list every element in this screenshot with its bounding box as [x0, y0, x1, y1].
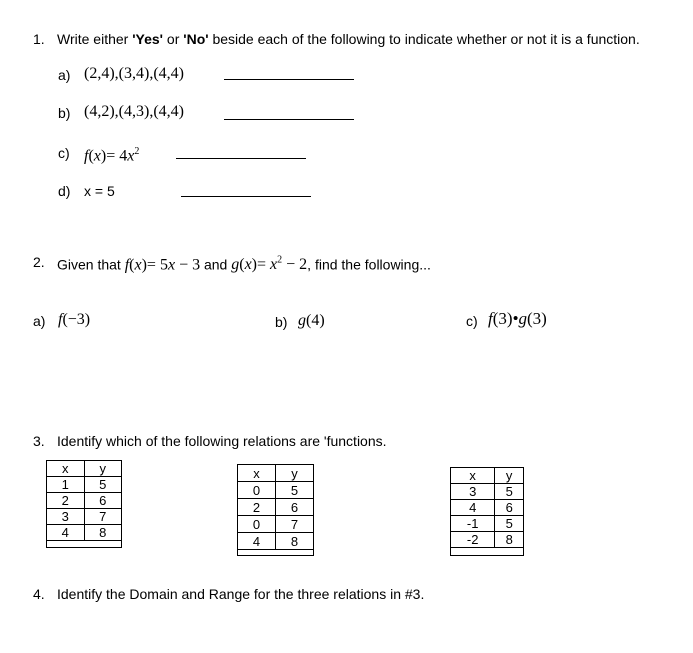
q2b-fn: g [298, 312, 306, 329]
q1c-eq: = 4 [106, 147, 128, 165]
table-cell: 5 [276, 482, 314, 499]
table-cell: 3 [47, 509, 84, 525]
table-cell: 2 [47, 493, 84, 509]
table-cell: 6 [495, 500, 523, 516]
q2-given: Given that [57, 256, 125, 273]
table-cell: 5 [495, 516, 523, 532]
q2-number: 2. [33, 254, 45, 270]
q1c-label: c) [58, 145, 70, 161]
q2c-fn1: f [488, 309, 493, 328]
table-cell: 0 [238, 516, 276, 533]
table-cell: 7 [84, 509, 121, 525]
q1-yes: 'Yes' [132, 31, 164, 47]
q2c-fn2: g [518, 309, 528, 328]
q1c-x: x [93, 147, 101, 165]
table-row [451, 500, 523, 516]
q4-number: 4. [33, 586, 45, 602]
q1c-f: f [84, 147, 89, 165]
table-row [47, 493, 121, 509]
q1-mid: or [163, 31, 184, 47]
table-row [238, 499, 313, 516]
q2c-expression [488, 311, 547, 327]
q1d-expression: x = 5 [84, 183, 115, 199]
q3-prompt: Identify which of the following relations are 'functions. [57, 433, 387, 449]
table-2-header-y: y [276, 465, 314, 482]
table-cell: 4 [238, 533, 276, 550]
q1c-answer-line[interactable] [176, 158, 306, 159]
q2c-arg1: (3) [492, 309, 513, 328]
q2-ftail: − 3 [175, 256, 201, 274]
q1-pre: Write either [57, 31, 133, 47]
q2-prompt: Given that f(x)= 5x − 3 and $g(x)= x^2 - 2$, find the following... [57, 255, 431, 274]
q2-g: g [231, 256, 240, 274]
q2b-arg: (4) [306, 312, 325, 329]
table-cell: 6 [84, 493, 121, 509]
q1b-answer-line[interactable] [224, 119, 354, 120]
q2-gx2: x [270, 256, 278, 274]
q2b-label: b) [275, 314, 288, 330]
table-row [451, 532, 523, 548]
table-cell: 5 [84, 477, 121, 493]
table-row [47, 509, 121, 525]
q2b-expression [298, 313, 325, 329]
table-cell: 5 [495, 484, 523, 500]
table-cell: 6 [276, 499, 314, 516]
table-cell: 8 [84, 525, 121, 541]
table-row [47, 477, 121, 493]
table-cell: 0 [238, 482, 276, 499]
q1a-label: a) [58, 67, 71, 83]
q1c-x2: x [127, 147, 135, 165]
q2c-arg2: (3) [527, 309, 547, 328]
table-cell: 3 [451, 484, 495, 500]
relation-table-3 [451, 468, 523, 548]
q1-post: beside each of the following to indicate whether or not it is a function. [208, 31, 640, 47]
table-cell: 1 [47, 477, 84, 493]
q2-feq: = 5 [146, 256, 168, 274]
table-3-header-y: y [495, 468, 523, 484]
q1d-label: d) [58, 183, 71, 199]
q2-find: , find the following... [307, 256, 431, 273]
table-cell: 2 [238, 499, 276, 516]
q2a-fn: f [58, 311, 63, 328]
table-row [451, 516, 523, 532]
table-3-header-x: x [451, 468, 495, 484]
q1a-answer-line[interactable] [224, 79, 354, 80]
table-row [47, 525, 121, 541]
q1a-expression: (2,4),(3,4),(4,4) [84, 65, 184, 82]
q3-number: 3. [33, 433, 45, 449]
q2-geq: = [257, 256, 271, 274]
relation-table-2 [238, 465, 313, 550]
q2-and: and [200, 256, 232, 273]
q2-gexp: 2 [277, 255, 283, 266]
q1b-expression: (4,2),(4,3),(4,4) [84, 103, 184, 120]
table-row [238, 533, 313, 550]
q1d-answer-line[interactable] [181, 196, 311, 197]
table-cell: -2 [451, 532, 495, 548]
table-row [238, 482, 313, 499]
table-cell: 4 [47, 525, 84, 541]
q1-prompt [57, 31, 640, 47]
table-row [238, 516, 313, 533]
q2a-expression [58, 312, 90, 328]
q2-gtail: − 2 [282, 256, 308, 274]
table-cell: 8 [495, 532, 523, 548]
table-cell: 7 [276, 516, 314, 533]
q1-no: 'No' [183, 31, 209, 47]
table-row [451, 484, 523, 500]
table-1-header-y: y [84, 461, 121, 477]
q2c-dot: • [512, 309, 519, 328]
q1-number: 1. [33, 31, 45, 47]
q1c-exp: 2 [134, 146, 140, 157]
q2-fx: x [134, 256, 142, 274]
q2a-arg: (−3) [62, 311, 91, 328]
q2-fx2: x [167, 256, 176, 274]
table-1-header-x: x [47, 461, 84, 477]
q1b-label: b) [58, 105, 71, 121]
relation-table-1 [47, 461, 121, 541]
q2a-label: a) [33, 313, 46, 329]
q2c-label: c) [466, 313, 478, 329]
table-cell: 4 [451, 500, 495, 516]
q2-f: f [124, 256, 130, 274]
q2-gx: x [244, 256, 252, 274]
q1c-expression: $f(x)= 4x^2$ [84, 146, 140, 165]
q4-prompt: Identify the Domain and Range for the three relations in #3. [57, 586, 425, 602]
table-cell: 8 [276, 533, 314, 550]
table-2-header-x: x [238, 465, 276, 482]
table-cell: -1 [451, 516, 495, 532]
